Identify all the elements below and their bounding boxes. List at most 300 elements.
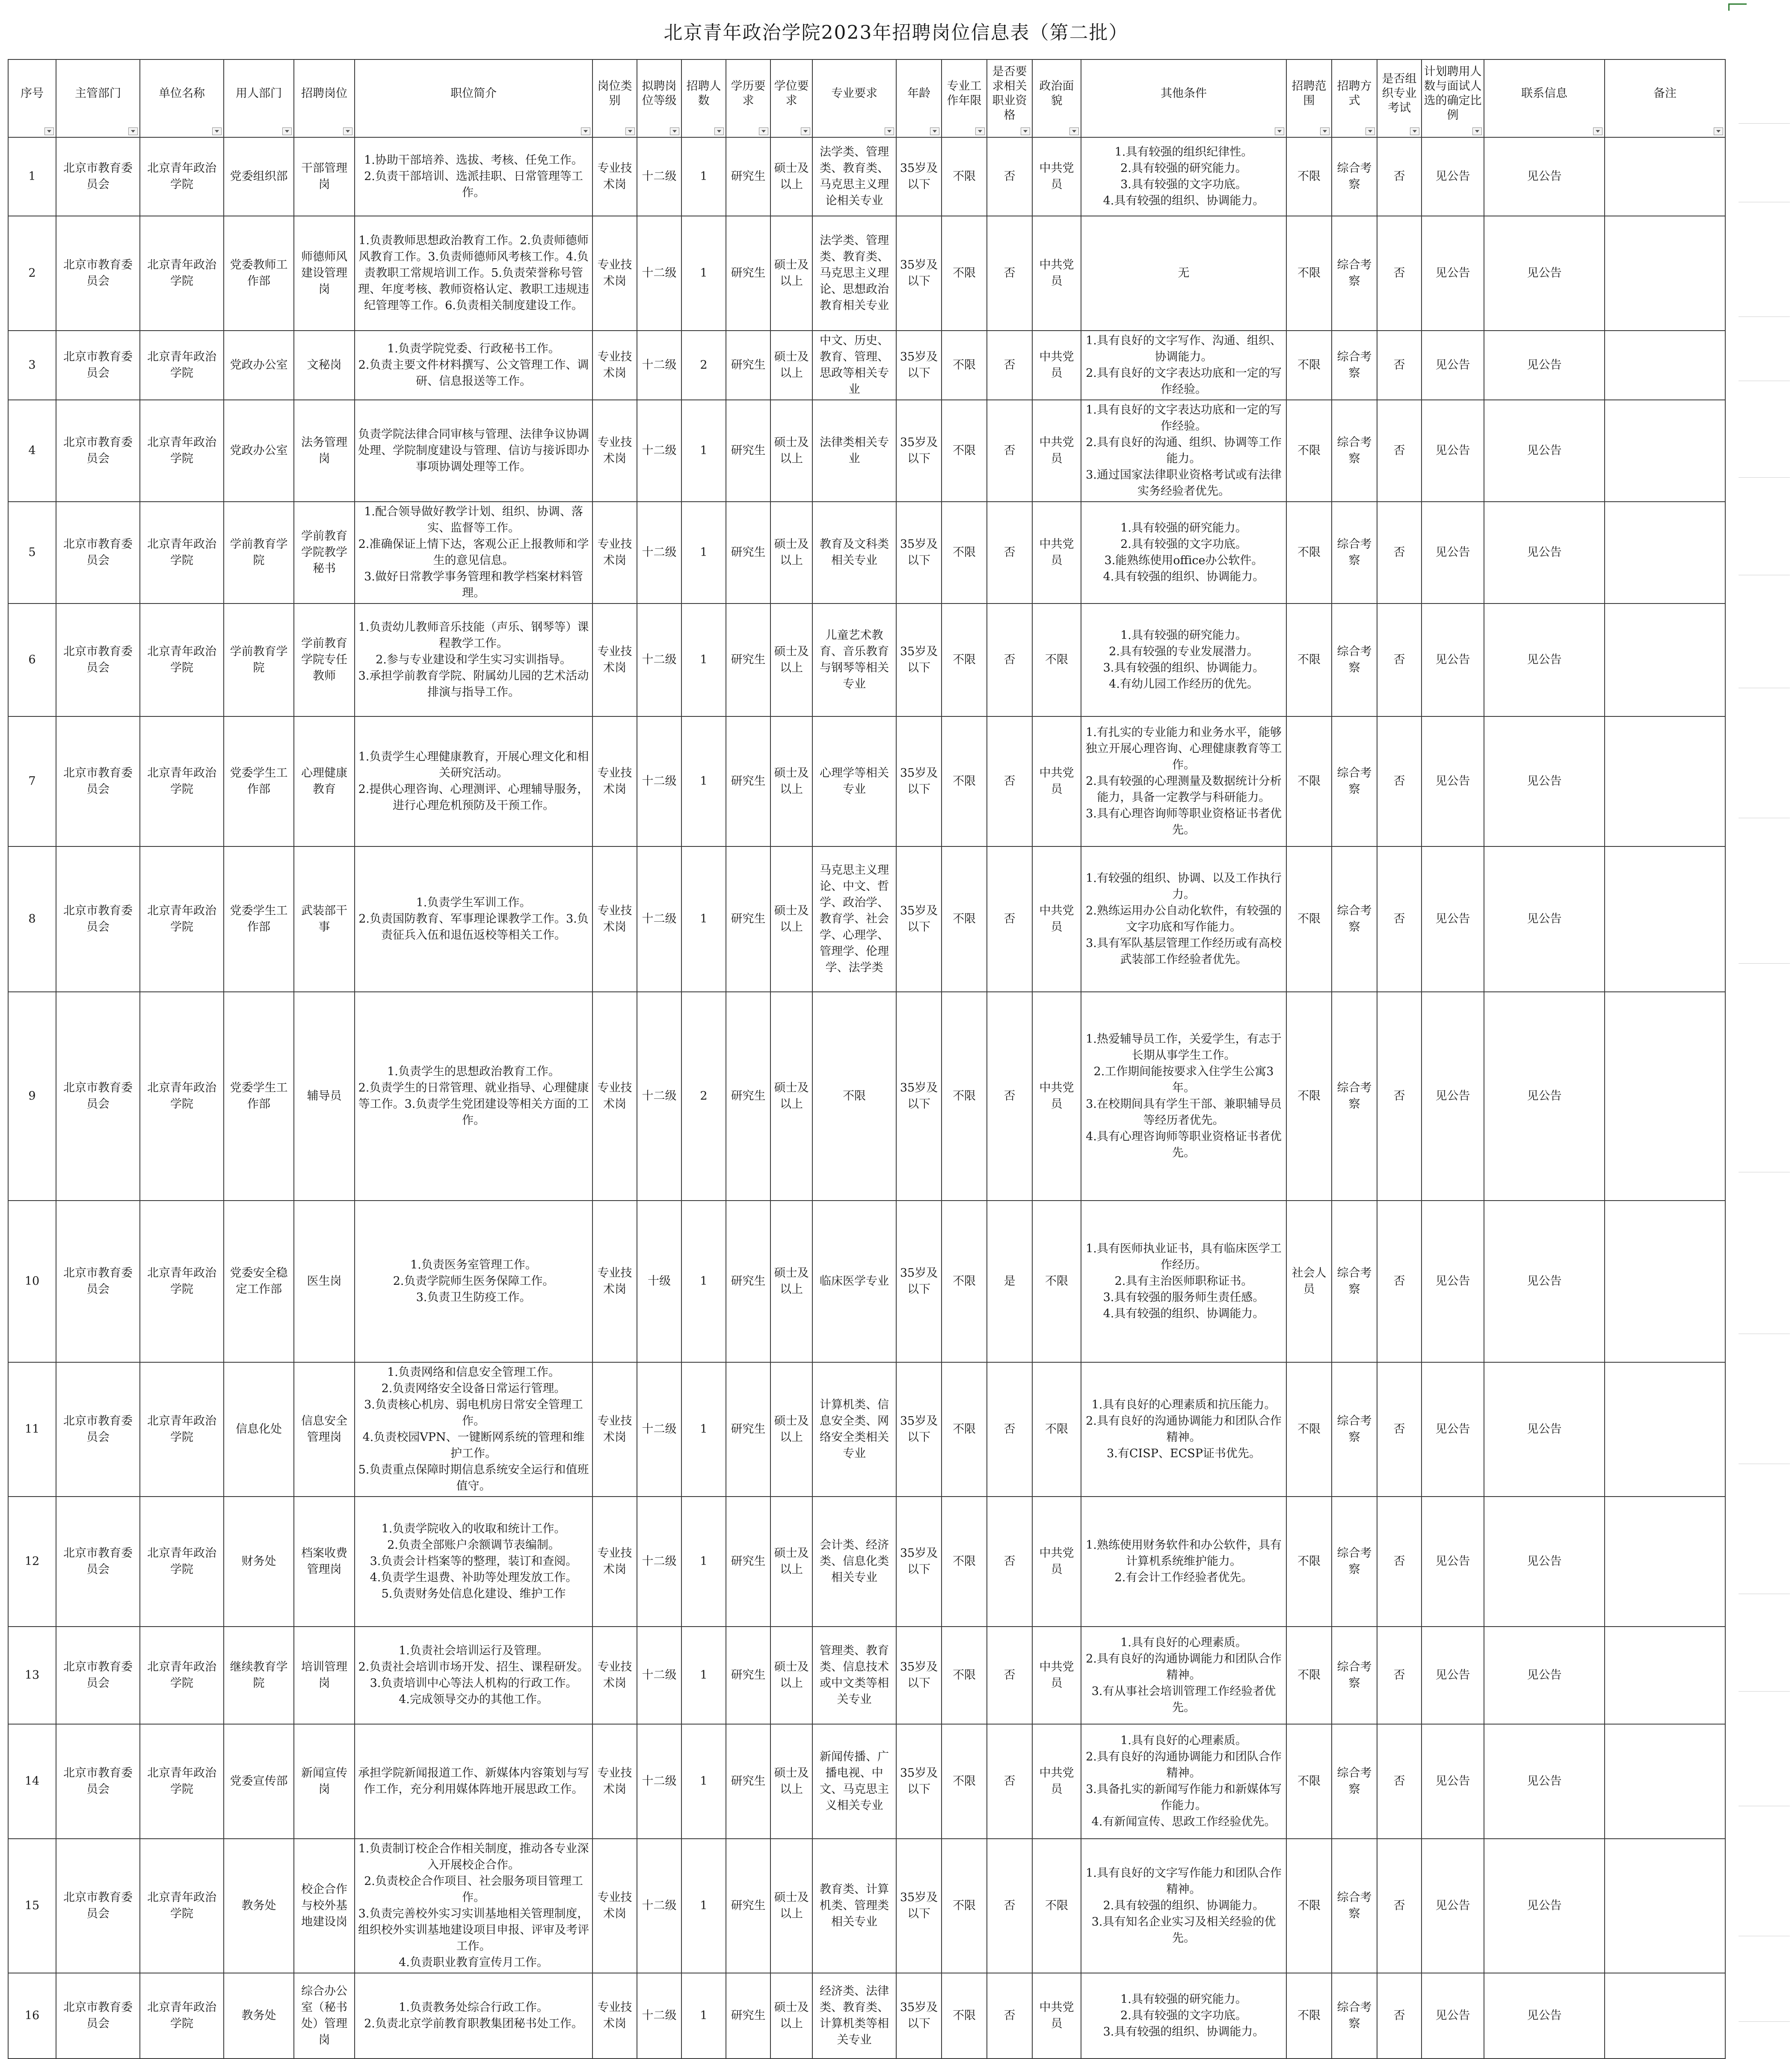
cell-intro: 1.负责学院党委、行政秘书工作。 2.负责主要文件材料撰写、公文管理工作、调研、信息报送等工作。: [355, 331, 592, 400]
cell-dept: 北京市教育委员会: [56, 1839, 140, 1973]
cell-exam: 否: [1377, 1201, 1422, 1362]
cell-intro: 1.负责幼儿教师音乐技能（声乐、钢琴等）课程教学工作。 2.参与专业建设和学生实习实训指导。 3.承担学前教育学院、附属幼儿园的艺术活动排演与指导工作。: [355, 604, 592, 716]
empty-gridline: [1739, 963, 1790, 964]
filter-dropdown-icon[interactable]: [625, 127, 635, 135]
cell-party: 中共党员: [1032, 216, 1081, 331]
cell-post: 综合办公室（秘书处）管理岗: [294, 1973, 355, 2059]
cell-party: 中共党员: [1032, 992, 1081, 1201]
cell-method: 综合考察: [1332, 1362, 1377, 1497]
cell-user: 信息化处: [224, 1362, 294, 1497]
cell-major: 不限: [812, 992, 896, 1201]
cell-contact: 见公告: [1484, 331, 1605, 400]
cell-edu: 研究生: [726, 1724, 770, 1839]
cell-post: 干部管理岗: [294, 137, 355, 216]
cell-cond: 1.具有良好的文字表达功底和一定的写作经验。 2.具有良好的沟通、组织、协调等工作能力。 3.通过国家法律职业资格考试或有法律实务经验者优先。: [1081, 400, 1286, 502]
cell-ratio: 见公告: [1422, 1839, 1484, 1973]
cell-num: 1: [681, 846, 726, 992]
filter-dropdown-icon[interactable]: [714, 127, 724, 135]
cell-years: 不限: [942, 137, 987, 216]
cell-dept: 北京市教育委员会: [56, 716, 140, 846]
cell-cat: 专业技术岗: [592, 1973, 637, 2059]
cell-num: 1: [681, 137, 726, 216]
cell-dept: 北京市教育委员会: [56, 846, 140, 992]
cell-num: 1: [681, 1362, 726, 1497]
cell-scope: 不限: [1286, 400, 1332, 502]
filter-dropdown-icon[interactable]: [581, 127, 590, 135]
column-header-label: 招聘方式: [1337, 80, 1372, 107]
page-title: 北京青年政治学院2023年招聘岗位信息表（第二批）: [663, 22, 1129, 44]
cell-age: 35岁及以下: [896, 1724, 942, 1839]
cell-method: 综合考察: [1332, 1627, 1377, 1724]
cell-dept: 北京市教育委员会: [56, 1362, 140, 1497]
cell-cond: 1.具有较强的研究能力。 2.具有较强的文字功底。 3.能熟练使用office办公软件。 4.具有较强的组织、协调能力。: [1081, 502, 1286, 604]
cell-exam: 否: [1377, 1973, 1422, 2059]
cell-unit: 北京青年政治学院: [140, 1839, 224, 1973]
cell-degree: 硕士及以上: [770, 716, 812, 846]
cell-dept: 北京市教育委员会: [56, 331, 140, 400]
cell-no: 3: [8, 331, 56, 400]
cell-ratio: 见公告: [1422, 1497, 1484, 1627]
cell-exam: 否: [1377, 502, 1422, 604]
cell-cert: 否: [987, 716, 1032, 846]
filter-dropdown-icon[interactable]: [1472, 127, 1482, 135]
cell-degree: 硕士及以上: [770, 502, 812, 604]
cell-major: 临床医学专业: [812, 1201, 896, 1362]
cell-unit: 北京青年政治学院: [140, 1724, 224, 1839]
cell-ratio: 见公告: [1422, 1973, 1484, 2059]
empty-column-gridlines: [1739, 59, 1790, 2026]
cell-scope: 不限: [1286, 1839, 1332, 1973]
cell-level: 十二级: [637, 1497, 681, 1627]
cell-method: 综合考察: [1332, 1973, 1377, 2059]
cell-exam: 否: [1377, 1724, 1422, 1839]
cell-edu: 研究生: [726, 1201, 770, 1362]
cell-edu: 研究生: [726, 1362, 770, 1497]
cell-edu: 研究生: [726, 502, 770, 604]
cell-cat: 专业技术岗: [592, 1627, 637, 1724]
cell-contact: 见公告: [1484, 992, 1605, 1201]
cell-remark: [1605, 1839, 1725, 1973]
cell-years: 不限: [942, 1724, 987, 1839]
column-header-degree: [770, 59, 812, 137]
cell-intro: 1.负责教务处综合行政工作。 2.负责北京学前教育职教集团秘书处工作。: [355, 1973, 592, 2059]
cell-unit: 北京青年政治学院: [140, 502, 224, 604]
cell-age: 35岁及以下: [896, 400, 942, 502]
cell-contact: 见公告: [1484, 502, 1605, 604]
cell-edu: 研究生: [726, 400, 770, 502]
cell-scope: 不限: [1286, 1627, 1332, 1724]
cell-major: 中文、历史、教育、管理、思政等相关专业: [812, 331, 896, 400]
cell-post: 文秘岗: [294, 331, 355, 400]
cell-post: 培训管理岗: [294, 1627, 355, 1724]
cell-cond: 1.热爱辅导员工作，关爱学生，有志于长期从事学生工作。 2.工作期间能按要求入住学生公寓3年。 3.在校期间具有学生干部、兼职辅导员等经历者优先。 4.具有心理咨询师等职业资格证书者优先。: [1081, 992, 1286, 1201]
filter-dropdown-icon[interactable]: [44, 127, 54, 135]
cell-no: 1: [8, 137, 56, 216]
cell-party: 中共党员: [1032, 846, 1081, 992]
cell-level: 十二级: [637, 716, 681, 846]
cell-level: 十二级: [637, 1627, 681, 1724]
cell-exam: 否: [1377, 846, 1422, 992]
column-header-label: 学位要求: [774, 80, 809, 107]
filter-dropdown-icon[interactable]: [1365, 127, 1375, 135]
cell-level: 十二级: [637, 992, 681, 1201]
cell-method: 综合考察: [1332, 992, 1377, 1201]
cell-ratio: 见公告: [1422, 1627, 1484, 1724]
cell-method: 综合考察: [1332, 331, 1377, 400]
column-header-party: [1032, 59, 1081, 137]
cell-intro: 1.负责学院收入的收取和统计工作。 2.负责全部账户余额调节表编制。 3.负责会计档案等的整理，装订和查阅。 4.负责学生退费、补助等处理发放工作。 5.负责财务处信息化建设、维护工作: [355, 1497, 592, 1627]
cell-intro: 1.负责医务室管理工作。 2.负责学院师生医务保障工作。 3.负责卫生防疫工作。: [355, 1201, 592, 1362]
cell-contact: 见公告: [1484, 604, 1605, 716]
cell-exam: 否: [1377, 216, 1422, 331]
cell-unit: 北京青年政治学院: [140, 716, 224, 846]
column-header-major: [812, 59, 896, 137]
cell-scope: 不限: [1286, 331, 1332, 400]
cell-dept: 北京市教育委员会: [56, 400, 140, 502]
cell-cert: 否: [987, 137, 1032, 216]
cell-major: 马克思主义理论、中文、哲学、政治学、教育学、社会学、心理学、管理学、伦理学、法学类: [812, 846, 896, 992]
cell-party: 中共党员: [1032, 502, 1081, 604]
cell-edu: 研究生: [726, 331, 770, 400]
cell-cat: 专业技术岗: [592, 604, 637, 716]
table-row: [8, 502, 1725, 604]
cell-level: 十二级: [637, 216, 681, 331]
column-header-label: 政治面貌: [1039, 80, 1074, 107]
cell-major: 法学类、管理类、教育类、马克思主义理论相关专业: [812, 137, 896, 216]
column-header-label: 专业要求: [831, 87, 877, 100]
column-header-label: 是否要求相关职业资格: [992, 65, 1027, 122]
cell-contact: 见公告: [1484, 137, 1605, 216]
cell-age: 35岁及以下: [896, 604, 942, 716]
cell-level: 十二级: [637, 502, 681, 604]
cell-intro: 承担学院新闻报道工作、新媒体内容策划与写作工作，充分利用媒体阵地开展思政工作。: [355, 1724, 592, 1839]
cell-level: 十二级: [637, 137, 681, 216]
column-header-label: 其他条件: [1161, 87, 1207, 100]
column-header-age: [896, 59, 942, 137]
cell-no: 2: [8, 216, 56, 331]
cell-level: 十二级: [637, 331, 681, 400]
cell-cert: 否: [987, 604, 1032, 716]
cell-degree: 硕士及以上: [770, 216, 812, 331]
filter-dropdown-icon[interactable]: [1320, 127, 1330, 135]
table-row: [8, 400, 1725, 502]
cell-contact: 见公告: [1484, 1973, 1605, 2059]
cell-no: 4: [8, 400, 56, 502]
cell-cert: 否: [987, 216, 1032, 331]
cell-level: 十二级: [637, 1362, 681, 1497]
cell-major: 新闻传播、广播电视、中文、马克思主义相关专业: [812, 1724, 896, 1839]
column-header-level: [637, 59, 681, 137]
cell-major: 法学类、管理类、教育类、马克思主义理论、思想政治教育相关专业: [812, 216, 896, 331]
cell-degree: 硕士及以上: [770, 1724, 812, 1839]
cell-intro: 1.负责学生军训工作。 2.负责国防教育、军事理论课教学工作。3.负责征兵入伍和退伍返校等相关工作。: [355, 846, 592, 992]
cell-intro: 1.负责学生心理健康教育，开展心理文化和相关研究活动。 2.提供心理咨询、心理测评、心理辅导服务，进行心理危机预防及干预工作。: [355, 716, 592, 846]
filter-dropdown-icon[interactable]: [1714, 127, 1723, 135]
cell-cond: 1.熟练使用财务软件和办公软件，具有计算机系统维护能力。 2.有会计工作经验者优先。: [1081, 1497, 1286, 1627]
cell-method: 综合考察: [1332, 716, 1377, 846]
cell-method: 综合考察: [1332, 846, 1377, 992]
cell-major: 经济类、法律类、教育类、计算机类等相关专业: [812, 1973, 896, 2059]
cell-scope: 不限: [1286, 846, 1332, 992]
cell-user: 继续教育学院: [224, 1627, 294, 1724]
cell-unit: 北京青年政治学院: [140, 137, 224, 216]
filter-dropdown-icon[interactable]: [1069, 127, 1079, 135]
cell-party: 不限: [1032, 604, 1081, 716]
cell-no: 13: [8, 1627, 56, 1724]
cell-num: 1: [681, 1973, 726, 2059]
cell-scope: 不限: [1286, 1973, 1332, 2059]
filter-dropdown-icon[interactable]: [930, 127, 939, 135]
cell-major: 教育类、计算机类、管理类相关专业: [812, 1839, 896, 1973]
cell-exam: 否: [1377, 1839, 1422, 1973]
cell-edu: 研究生: [726, 604, 770, 716]
cell-remark: [1605, 1362, 1725, 1497]
column-header-contact: [1484, 59, 1605, 137]
column-header-label: 单位名称: [159, 87, 205, 100]
cell-years: 不限: [942, 604, 987, 716]
cell-edu: 研究生: [726, 1627, 770, 1724]
cell-no: 12: [8, 1497, 56, 1627]
cell-years: 不限: [942, 1627, 987, 1724]
cell-edu: 研究生: [726, 846, 770, 992]
filter-dropdown-icon[interactable]: [1410, 127, 1419, 135]
cell-post: 法务管理岗: [294, 400, 355, 502]
cell-num: 1: [681, 1724, 726, 1839]
filter-dropdown-icon[interactable]: [885, 127, 894, 135]
cell-party: 不限: [1032, 1839, 1081, 1973]
column-header-scope: [1286, 59, 1332, 137]
cell-ratio: 见公告: [1422, 400, 1484, 502]
cell-contact: 见公告: [1484, 716, 1605, 846]
cell-cat: 专业技术岗: [592, 216, 637, 331]
filter-dropdown-icon[interactable]: [975, 127, 985, 135]
column-header-label: 招聘人数: [686, 80, 721, 107]
column-header-label: 序号: [21, 87, 44, 100]
cell-dept: 北京市教育委员会: [56, 137, 140, 216]
cell-cert: 否: [987, 502, 1032, 604]
cell-no: 10: [8, 1201, 56, 1362]
filter-dropdown-icon[interactable]: [1021, 127, 1030, 135]
filter-dropdown-icon[interactable]: [1593, 127, 1602, 135]
column-header-exam: [1377, 59, 1422, 137]
cell-no: 16: [8, 1973, 56, 2059]
cell-cond: 1.具有良好的心理素质。 2.具有良好的沟通协调能力和团队合作精神。 3.具备扎实的新闻写作能力和新媒体写作能力。 4.有新闻宣传、思政工作经验优先。: [1081, 1724, 1286, 1839]
cell-cond: 1.具有医师执业证书，具有临床医学工作经历。 2.具有主治医师职称证书。 3.具有较强的服务师生责任感。 4.具有较强的组织、协调能力。: [1081, 1201, 1286, 1362]
cell-no: 8: [8, 846, 56, 992]
cell-unit: 北京青年政治学院: [140, 400, 224, 502]
cell-ratio: 见公告: [1422, 137, 1484, 216]
cell-years: 不限: [942, 1497, 987, 1627]
cell-cert: 否: [987, 1839, 1032, 1973]
cell-degree: 硕士及以上: [770, 331, 812, 400]
cell-ratio: 见公告: [1422, 992, 1484, 1201]
table-row: [8, 1724, 1725, 1839]
cell-cond: 1.具有较强的研究能力。 2.具有较强的文字功底。 3.具有较强的组织、协调能力。: [1081, 1973, 1286, 2059]
cell-no: 9: [8, 992, 56, 1201]
cell-age: 35岁及以下: [896, 992, 942, 1201]
cell-dept: 北京市教育委员会: [56, 1973, 140, 2059]
cell-years: 不限: [942, 992, 987, 1201]
empty-gridline: [1739, 1691, 1790, 1692]
cell-cond: 1.具有良好的文字写作、沟通、组织、协调能力。 2.具有良好的文字表达功底和一定的写作经验。: [1081, 331, 1286, 400]
cell-post: 新闻宣传岗: [294, 1724, 355, 1839]
cell-no: 7: [8, 716, 56, 846]
corner-marker: [1728, 3, 1747, 11]
cell-user: 党委组织部: [224, 137, 294, 216]
table-row: [8, 331, 1725, 400]
cell-post: 心理健康教育: [294, 716, 355, 846]
table-row: [8, 1362, 1725, 1497]
cell-user: 党委学生工作部: [224, 716, 294, 846]
cell-age: 35岁及以下: [896, 1973, 942, 2059]
cell-edu: 研究生: [726, 716, 770, 846]
cell-cat: 专业技术岗: [592, 1201, 637, 1362]
filter-dropdown-icon[interactable]: [1275, 127, 1284, 135]
filter-dropdown-icon[interactable]: [801, 127, 810, 135]
cell-user: 财务处: [224, 1497, 294, 1627]
column-header-post: [294, 59, 355, 137]
cell-cert: 否: [987, 1724, 1032, 1839]
cell-party: 中共党员: [1032, 1627, 1081, 1724]
cell-num: 1: [681, 216, 726, 331]
cell-party: 中共党员: [1032, 400, 1081, 502]
cell-years: 不限: [942, 846, 987, 992]
cell-user: 党委教师工作部: [224, 216, 294, 331]
column-header-label: 学历要求: [731, 80, 766, 107]
cell-exam: 否: [1377, 400, 1422, 502]
cell-user: 党委安全稳定工作部: [224, 1201, 294, 1362]
recruitment-table: [8, 59, 1726, 2059]
cell-age: 35岁及以下: [896, 1362, 942, 1497]
table-row: [8, 1973, 1725, 2059]
column-header-label: 职位简介: [450, 87, 497, 100]
cell-user: 党委学生工作部: [224, 846, 294, 992]
header-row: [8, 59, 1725, 137]
cell-major: 教育及文科类相关专业: [812, 502, 896, 604]
cell-intro: 1.负责网络和信息安全管理工作。 2.负责网络安全设备日常运行管理。 3.负责核心机房、弱电机房日常安全管理工作。 4.负责校园VPN、一键断网系统的管理和维护工作。 5.负责重点保障时期信息系统安全运行和值班值守。: [355, 1362, 592, 1497]
cell-user: 党委宣传部: [224, 1724, 294, 1839]
filter-dropdown-icon[interactable]: [343, 127, 352, 135]
cell-party: 中共党员: [1032, 331, 1081, 400]
cell-contact: 见公告: [1484, 1724, 1605, 1839]
cell-scope: 不限: [1286, 716, 1332, 846]
cell-no: 5: [8, 502, 56, 604]
cell-post: 学前教育学院教学秘书: [294, 502, 355, 604]
column-header-label: 岗位类别: [597, 80, 632, 107]
cell-num: 2: [681, 331, 726, 400]
cell-exam: 否: [1377, 992, 1422, 1201]
empty-gridline: [1739, 477, 1790, 478]
column-header-user: [224, 59, 294, 137]
empty-gridline: [1739, 2021, 1790, 2022]
cell-unit: 北京青年政治学院: [140, 1497, 224, 1627]
cell-degree: 硕士及以上: [770, 400, 812, 502]
cell-num: 1: [681, 1627, 726, 1724]
column-header-no: [8, 59, 56, 137]
cell-age: 35岁及以下: [896, 216, 942, 331]
cell-age: 35岁及以下: [896, 1201, 942, 1362]
cell-edu: 研究生: [726, 216, 770, 331]
table-row: [8, 1201, 1725, 1362]
cell-age: 35岁及以下: [896, 716, 942, 846]
cell-cat: 专业技术岗: [592, 1497, 637, 1627]
cell-exam: 否: [1377, 331, 1422, 400]
cell-dept: 北京市教育委员会: [56, 216, 140, 331]
filter-dropdown-icon[interactable]: [759, 127, 768, 135]
cell-dept: 北京市教育委员会: [56, 1627, 140, 1724]
cell-level: 十级: [637, 1201, 681, 1362]
cell-unit: 北京青年政治学院: [140, 1362, 224, 1497]
cell-post: 医生岗: [294, 1201, 355, 1362]
filter-dropdown-icon[interactable]: [128, 127, 138, 135]
cell-unit: 北京青年政治学院: [140, 846, 224, 992]
column-header-cert: [987, 59, 1032, 137]
column-header-label: 主管部门: [75, 87, 121, 100]
cell-method: 综合考察: [1332, 137, 1377, 216]
cell-remark: [1605, 846, 1725, 992]
cell-cond: 1.有扎实的专业能力和业务水平，能够独立开展心理咨询、心理健康教育等工作。 2.具有较强的心理测量及数据统计分析能力，具备一定教学与科研能力。 3.具有心理咨询师等职业资格证书者优先。: [1081, 716, 1286, 846]
cell-party: 中共党员: [1032, 1497, 1081, 1627]
cell-contact: 见公告: [1484, 1201, 1605, 1362]
column-header-years: [942, 59, 987, 137]
cell-degree: 硕士及以上: [770, 1362, 812, 1497]
cell-age: 35岁及以下: [896, 502, 942, 604]
column-header-num: [681, 59, 726, 137]
cell-cert: 是: [987, 1201, 1032, 1362]
cell-contact: 见公告: [1484, 1497, 1605, 1627]
column-header-label: 计划聘用人数与面试人选的确定比例: [1424, 65, 1482, 122]
cell-degree: 硕士及以上: [770, 992, 812, 1201]
cell-cond: 1.具有较强的组织纪律性。 2.具有较强的研究能力。 3.具有较强的文字功底。 4.具有较强的组织、协调能力。: [1081, 137, 1286, 216]
cell-level: 十二级: [637, 1839, 681, 1973]
column-header-edu: [726, 59, 770, 137]
cell-cond: 1.具有良好的心理素质。 2.具有良好的沟通协调能力和团队合作精神。 3.有从事社会培训管理工作经验者优先。: [1081, 1627, 1286, 1724]
cell-cond: 1.具有良好的文字写作能力和团队合作精神。 2.具有较强的组织、协调能力。 3.具有知名企业实习及相关经验的优先。: [1081, 1839, 1286, 1973]
cell-major: 法律类相关专业: [812, 400, 896, 502]
cell-remark: [1605, 1973, 1725, 2059]
cell-years: 不限: [942, 1201, 987, 1362]
cell-cert: 否: [987, 400, 1032, 502]
table-row: [8, 992, 1725, 1201]
table-row: [8, 1627, 1725, 1724]
cell-intro: 1.负责教师思想政治教育工作。2.负责师德师风教育工作。3.负责师德师风考核工作。4.负责教职工常规培训工作。5.负责荣誉称号管理、年度考核、教师资格认定、教职工违规违纪管理等工作。6.负责相关制度建设工作。: [355, 216, 592, 331]
cell-no: 11: [8, 1362, 56, 1497]
cell-ratio: 见公告: [1422, 1724, 1484, 1839]
cell-degree: 硕士及以上: [770, 1627, 812, 1724]
table-row: [8, 604, 1725, 716]
cell-cond: 无: [1081, 216, 1286, 331]
cell-user: 党政办公室: [224, 400, 294, 502]
cell-contact: 见公告: [1484, 846, 1605, 992]
cell-user: 学前教育学院: [224, 604, 294, 716]
filter-dropdown-icon[interactable]: [212, 127, 222, 135]
cell-num: 1: [681, 502, 726, 604]
filter-dropdown-icon[interactable]: [670, 127, 679, 135]
cell-cert: 否: [987, 1627, 1032, 1724]
cell-num: 1: [681, 604, 726, 716]
cell-post: 辅导员: [294, 992, 355, 1201]
cell-ratio: 见公告: [1422, 1362, 1484, 1497]
cell-years: 不限: [942, 502, 987, 604]
filter-dropdown-icon[interactable]: [282, 127, 292, 135]
cell-age: 35岁及以下: [896, 137, 942, 216]
cell-cat: 专业技术岗: [592, 400, 637, 502]
cell-unit: 北京青年政治学院: [140, 992, 224, 1201]
cell-party: 中共党员: [1032, 716, 1081, 846]
cell-unit: 北京青年政治学院: [140, 216, 224, 331]
cell-scope: 不限: [1286, 1497, 1332, 1627]
cell-years: 不限: [942, 1839, 987, 1973]
